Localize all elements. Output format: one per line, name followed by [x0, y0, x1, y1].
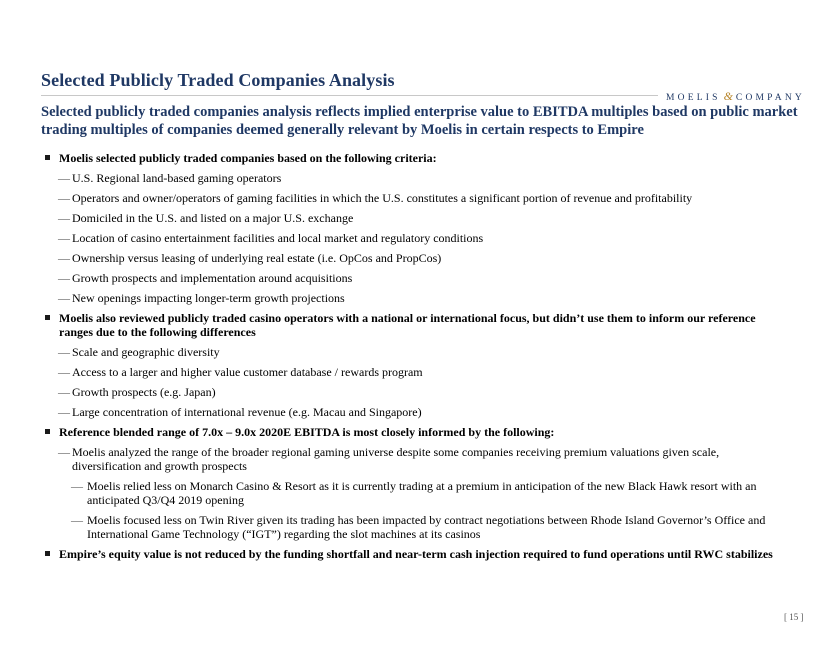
list-item: [44, 271, 784, 285]
bullet-national-operators: Moelis also reviewed publicly traded casino operators with a national or international focus, but didn’t use them to inform our reference ranges due to the following differences: [44, 311, 784, 339]
page-number: [ 15 ]: [784, 612, 804, 622]
sub-list-item-text: Moelis focused less on Twin River given its trading has been impacted by contract negotiations between Rhode Island Governor’s Office and International Game Technology (“IGT”) regarding the slot machines at its casinos: [87, 513, 766, 541]
list-item: [44, 291, 784, 305]
list-item-text: Growth prospects (e.g. Japan): [72, 385, 216, 399]
content-body: [44, 151, 784, 567]
dash-mark: —: [71, 479, 83, 493]
list-item: [44, 365, 784, 379]
dash-mark: —: [58, 271, 70, 285]
dash-mark: —: [58, 405, 70, 419]
list-item-text: Scale and geographic diversity: [72, 345, 220, 359]
dash-mark: —: [58, 231, 70, 245]
list-item-text: Growth prospects and implementation around acquisitions: [72, 271, 353, 285]
logo-left-text: MOELIS: [666, 93, 721, 103]
dash-mark: —: [58, 171, 70, 185]
list-item: [44, 191, 784, 205]
bullet-equity-value: Empire’s equity value is not reduced by the funding shortfall and near-term cash injection required to fund operations until RWC stabilizes: [44, 547, 784, 561]
dash-mark: —: [58, 445, 70, 459]
dash-mark: —: [58, 211, 70, 225]
dash-mark: —: [58, 345, 70, 359]
list-item-text: Domiciled in the U.S. and listed on a major U.S. exchange: [72, 211, 354, 225]
list-item: [44, 345, 784, 359]
dash-mark: —: [58, 365, 70, 379]
dash-mark: —: [71, 513, 83, 527]
sub-list-item: [44, 513, 784, 541]
sub-list-item-text: Moelis relied less on Monarch Casino & Resort as it is currently trading at a premium in anticipation of the new Black Hawk resort with an anticipated Q3/Q4 2019 opening: [87, 479, 757, 507]
list-item-text: Large concentration of international revenue (e.g. Macau and Singapore): [72, 405, 422, 419]
dash-mark: —: [58, 291, 70, 305]
logo-right-text: COMPANY: [735, 93, 805, 103]
list-item: [44, 211, 784, 225]
page-subtitle: Selected publicly traded companies analysis reflects implied enterprise value to EBITDA multiples based on public market trading multiples of companies deemed generally relevant by Moelis in certain respects to Empire: [41, 104, 798, 138]
list-item: [44, 171, 784, 185]
list-item-text: Operators and owner/operators of gaming facilities in which the U.S. constitutes a significant portion of revenue and profitability: [72, 191, 693, 205]
dash-mark: —: [58, 385, 70, 399]
list-item-text: Ownership versus leasing of underlying real estate (i.e. OpCos and PropCos): [72, 251, 442, 265]
list-item-text: U.S. Regional land-based gaming operators: [72, 171, 282, 185]
dash-mark: —: [58, 191, 70, 205]
page-title: Selected Publicly Traded Companies Analysis: [41, 70, 395, 90]
sub-list-item: [44, 479, 784, 507]
list-item-text: Moelis analyzed the range of the broader regional gaming universe despite some companies receiving premium valuations given scale, diversification and growth prospects: [72, 445, 720, 473]
bullet-criteria: Moelis selected publicly traded companies based on the following criteria:: [44, 151, 784, 165]
list-item-text: Access to a larger and higher value customer database / rewards program: [72, 365, 423, 379]
moelis-logo: [666, 89, 805, 104]
list-item-text: Location of casino entertainment facilities and local market and regulatory conditions: [72, 231, 484, 245]
bullet-reference-range: Reference blended range of 7.0x – 9.0x 2020E EBITDA is most closely informed by the following:: [44, 425, 784, 439]
list-item: [44, 231, 784, 245]
list-item: [44, 405, 784, 419]
list-item-text: New openings impacting longer-term growth projections: [72, 291, 345, 305]
logo-ampersand: &: [723, 89, 733, 103]
list-item: [44, 385, 784, 399]
dash-mark: —: [58, 251, 70, 265]
title-divider: [41, 95, 658, 96]
list-item: [44, 251, 784, 265]
list-item: [44, 445, 784, 473]
